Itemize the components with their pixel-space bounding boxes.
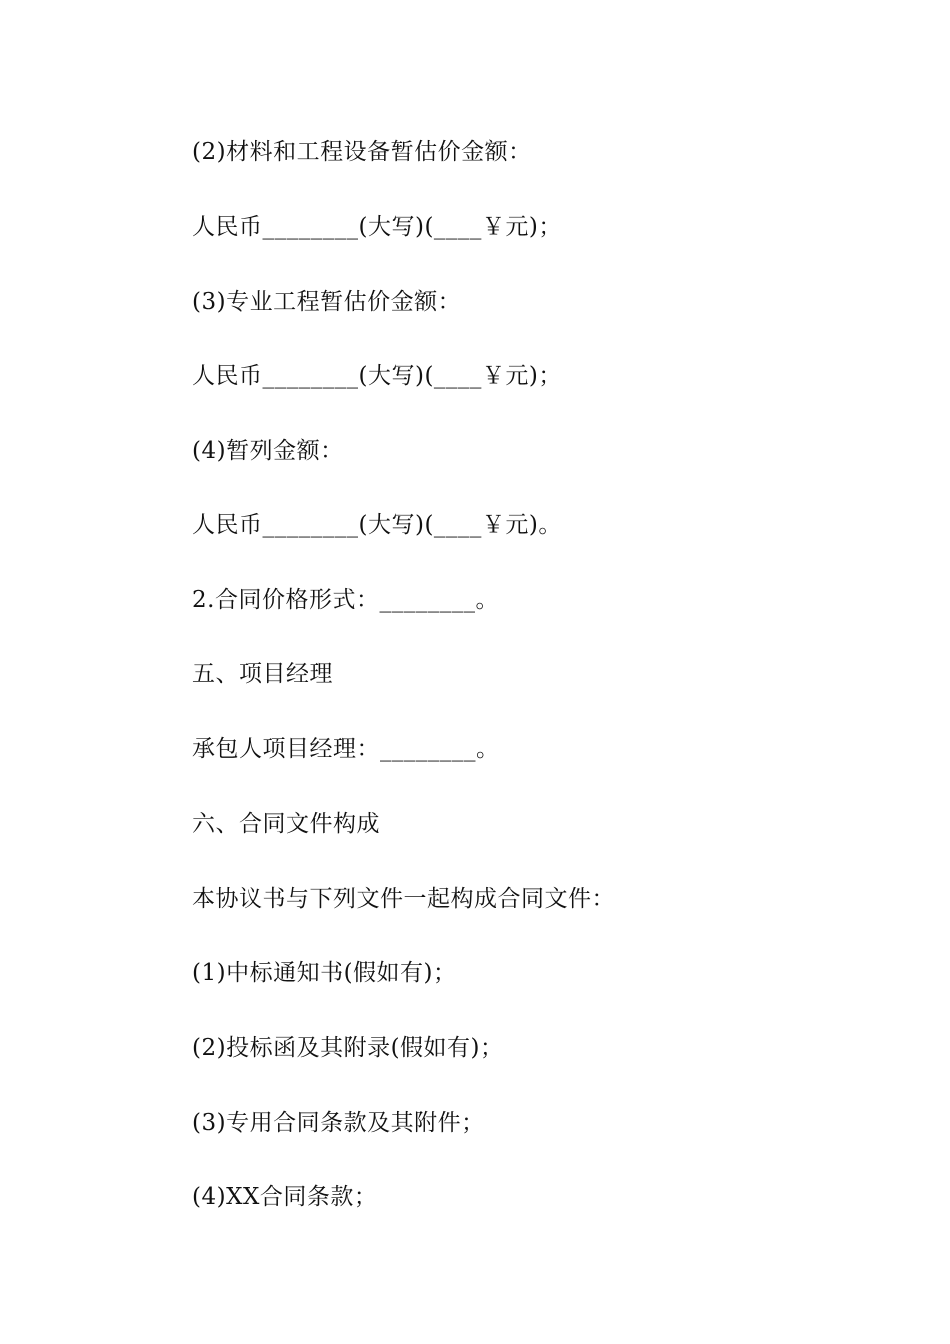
clause-materials-equipment-provisional-sum: (2)材料和工程设备暂估价金额：: [192, 139, 532, 165]
amount-line-rmb: 人民币________(大写)(____￥元)；: [192, 214, 562, 240]
contractor-project-manager-line: 承包人项目经理：________。: [192, 736, 500, 762]
section-heading-project-manager: 五、项目经理: [192, 661, 333, 687]
clause-specialized-engineering-provisional-sum: (3)专业工程暂估价金额：: [192, 289, 462, 315]
section-heading-contract-documents: 六、合同文件构成: [192, 811, 380, 837]
amount-line-rmb: 人民币________(大写)(____￥元)。: [192, 512, 562, 538]
amount-line-rmb: 人民币________(大写)(____￥元)；: [192, 363, 562, 389]
list-item: (3)专用合同条款及其附件；: [192, 1110, 485, 1136]
clause-provisional-amount: (4)暂列金额：: [192, 438, 344, 464]
list-item: (1)中标通知书(假如有)；: [192, 960, 457, 986]
contract-price-form-line: 2.合同价格形式：________。: [192, 587, 499, 613]
contract-documents-intro: 本协议书与下列文件一起构成合同文件：: [192, 886, 615, 912]
list-item: (4)XX合同条款；: [192, 1184, 378, 1210]
list-item: (2)投标函及其附录(假如有)；: [192, 1035, 504, 1061]
